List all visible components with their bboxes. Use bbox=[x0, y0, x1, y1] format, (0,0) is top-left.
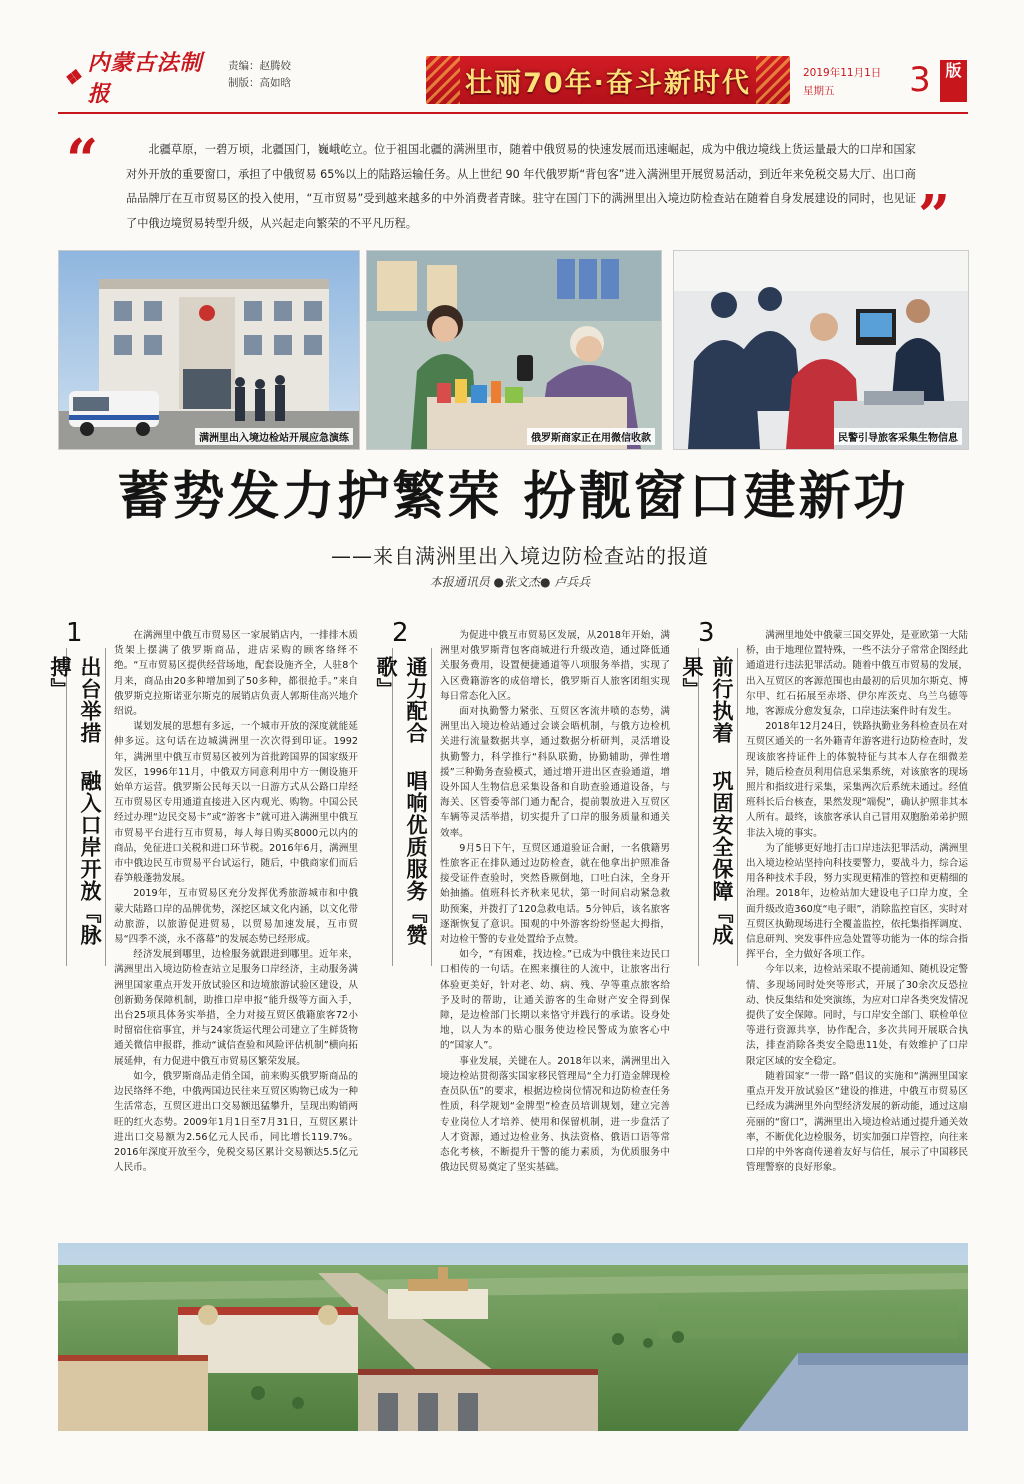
intro-paragraph: 北疆草原，一碧万顷，北疆国门，巍峨屹立。位于祖国北疆的满洲里市，随着中俄贸易的快速发展而迅速崛起，成为中俄边境线上货运量最大的口岸和国家对外开放的重要窗口，承担了中俄贸易 65%以上的陆路运输任务。从上世纪 90 年代俄罗斯“背包客”进入满洲里开展贸易活动，到近年来免税交易大厅、出口商品品牌厅在互市贸易区的投入使用，“互市贸易”受到越来越多的中外消费者青睐。驻守在国门下的满洲里出入境边防检查站在随着自身发展建设的同时，也见证了中俄边境贸易转型升级，从兴起走向繁荣的不平凡历程。 bbox=[126, 143, 916, 230]
paragraph: 今年以来，边检站采取不提前通知、随机设定警情、多现场同时处突等形式，开展了30余次反恐拉动、快反集结和处突演练，为应对口岸各类突发情况提供了安全保障。同时，与口岸安全部门、联检单位等进行资源共享，协作配合，多次共同开展联合执法，排查消除各类安全隐患11处，有效维护了口岸限定区域的安全稳定。 bbox=[746, 964, 968, 1067]
byline: 本报通讯员 ●张文杰● 卢兵兵 bbox=[429, 575, 591, 589]
paragraph: 为促进中俄互市贸易区发展，从2018年开始，满洲里对俄罗斯背包客商城进行升级改造，通过降低通关服务费用，设置便捷通道等八项服务举措，实现了入区费籍游客的成倍增长，俄罗斯百人旅客团组实现每日常态化入区。 bbox=[440, 630, 670, 702]
section-number-1: 1 bbox=[66, 618, 83, 648]
paragraph: 9月5日下午，互贸区通道验证合耐，一名俄籍男性旅客正在排队通过边防检查，就在他拿出护照准备接受证件查验时，突然昏厥倒地，口吐白沫，全身开始抽搐。值班科长齐秋来见状，第一时间启动紧急救助预案，并拨打了120急救电话。5分钟后，该名旅客逐渐恢复了意识。围观的中外游客纷纷竖起大拇指，对边检干警的专业处置给予点赞。 bbox=[440, 842, 670, 946]
open-quote-icon: “ bbox=[66, 127, 99, 193]
section-number-2: 2 bbox=[392, 618, 409, 648]
photo-caption: 民警引导旅客采集生物信息 bbox=[834, 428, 962, 445]
production-line: 制版：高如晗 bbox=[228, 77, 291, 89]
date-text: 2019年11月1日 bbox=[803, 67, 882, 79]
banner-decoration-left bbox=[426, 56, 460, 104]
paragraph: 2018年12月24日，铁路执勤业务科检查员在对互贸区通关的一名外籍青年游客进行边防检查时，发现该旅客持证件上的体貌特征与其本人存在细微差异，随后检查员利用信息采集系统，对该旅客的现场照片和指纹进行采集，采集两次后系统未通过。经值班科长后台核查，果然发现“端倪”，确认护照非其本人所有。最终，该旅客承认自己冒用双胞胎弟弟护照非法入境的事实。 bbox=[746, 721, 968, 839]
paragraph: 随着国家“一带一路”倡议的实施和“满洲里国家重点开发开放试验区”建设的推进，中俄互市贸易区已经成为满洲里外向型经济发展的新动能，通过这扇亮丽的“窗口”，满洲里出入境边检站通过提升通关效率，不断优化边检服务，切实加强口岸管控，向往来口岸的中外客商传递着友好与信任，展示了中国移民管理警察的良好形象。 bbox=[746, 1070, 968, 1174]
photo-biometric-collection bbox=[673, 250, 969, 450]
section-body-2 bbox=[440, 628, 670, 1175]
weekday-text: 星期五 bbox=[803, 85, 835, 97]
page-number: 3 bbox=[909, 60, 931, 100]
paragraph: 事业发展，关键在人。2018年以来，满洲里出入境边检站贯彻落实国家移民管理局“全力打造金牌现检查员队伍”的要求，根据边检岗位情况和边防检查任务性质，科学规划“金牌型”检查员培训规划，建立完善专业岗位人才培养、使用和保留机制，进一步盘活了人才资源，通过边检业务、执法资格、俄语口语等常态化考核，不断提升干警的能力素质，为优质服务中俄边民贸易奠定了坚实基础。 bbox=[440, 1055, 670, 1174]
paragraph: 2019年，互市贸易区充分发挥优秀旅游城市和中俄蒙大陆路口岸的品牌优势，深挖区域文化内涵，以文化带动旅游，以旅游促进贸易，以贸易加速发展，互市贸易“四季不淡，永不落幕”的发展态势已经形成。 bbox=[114, 888, 358, 946]
paragraph: 为了能够更好地打击口岸违法犯罪活动，满洲里出入境边检站坚持向科技要警力，要战斗力，综合运用各种技术手段，努力实现更精准的管控和更精细的治理。2018年，边检站加大建设电子口岸力度，全面升级改造360度“电子眼”，消除监控盲区，实时对互贸区执勤现场进行全覆盖监控，依托集指挥调度、信息研判、突发事件应急处置等功能为一体的综合指挥平台，全力做好各项工作。 bbox=[746, 842, 968, 961]
banner-decoration-right bbox=[756, 56, 790, 104]
masthead-logo bbox=[62, 50, 222, 107]
paragraph: 面对执勤警力紧张、互贸区客流井喷的态势，满洲里出入境边检站通过会谈会晤机制，与俄方边检机关进行流量数据共享，通过数据分析研判，灵活增设执勤警力，科学推行“科队联勤，协勤辅助，弹性增援”三种勤务查验模式，通过增开进出区查验通道，增设外国人生物信息采集设备和自助查验通道设备，与海关、区管委等部门通力配合，提前製放进入互贸区车辆等灵活举措，切实提升了口岸的服务质量和通关效率。 bbox=[440, 706, 670, 839]
section-title-1: 出台举措 融入口岸开放『脉搏』 bbox=[66, 648, 106, 966]
section-body-1 bbox=[114, 628, 358, 1175]
header-divider bbox=[58, 112, 968, 114]
paragraph: 经济发展到哪里，边检服务就跟进到哪里。近年来，满洲里出入境边防检查站立足服务口岸经济，主动服务满洲里国家重点开发开放试验区和边境旅游试验区建设，从创新勤务保障机制，助推口岸申报“能升级等方面入手，出台25项具体务实举措，全力对接互贸区俄籍旅客72小时留宿住宿事宜，并与24家货运代理公司建立了生鲜货物通关微信申报群，推动“诚信查验和风险评估机制”横向拓展延伸，有力促进中俄互市贸易区繁荣发展。 bbox=[114, 949, 358, 1067]
logo-text: 内蒙古法制报 bbox=[87, 50, 203, 107]
section-title-3: 前行执着 巩固安全保障『成果』 bbox=[698, 648, 738, 966]
logo-emblem-icon: ❖ bbox=[63, 65, 83, 89]
banner-text: 壮丽70年·奋斗新时代 bbox=[465, 67, 751, 99]
theme-banner bbox=[426, 56, 790, 104]
photo-caption: 俄罗斯商家正在用微信收款 bbox=[527, 428, 655, 445]
photo-emergency-drill bbox=[58, 250, 360, 450]
photo-caption: 满洲里出入境边检站开展应急演练 bbox=[195, 428, 353, 445]
paragraph: 如今，“有困难，找边检。”已成为中俄往来边民口口相传的一句话。在熙来攘往的人流中，让旅客出行体验更美好，针对老、幼、病、残、孕等重点旅客给予及时的帮助，让通关游客的生命财产安全得到保障，是边检部门长期以来恪守并践行的承诺。设身处地，以人为本的贴心服务使边检民警成为旅客心中的“国家人”。 bbox=[440, 949, 670, 1052]
section-body-3 bbox=[746, 628, 968, 1175]
section-number-3: 3 bbox=[698, 618, 715, 648]
paragraph: 满洲里地处中俄蒙三国交界处，是亚欧第一大陆桥，由于地理位置特殊，一些不法分子常常企图经此通道进行违法犯罪活动。随着中俄互市贸易的发展，出入互贸区的客源范围也由最初的后贝加尔斯克、博尔甲、红石拓展至赤塔、伊尔库茨克、乌兰乌德等地，客源成分愈发复杂，口岸违法案件时有发生。 bbox=[746, 630, 968, 718]
subheadline: ——来自满洲里出入境边防检查站的报道 bbox=[331, 544, 709, 568]
paragraph: 如今，俄罗斯商品走俏全国，前来购买俄罗斯商品的边民络绎不绝，中俄两国边民往来互贸区购物已成为一种生活常态，互贸区进出口交易额迅猛攀升，呈现出购销两旺的红火态势。2009年1月1日至7月31日，互贸区累计进出口交易额为2.56亿元人民币，同比增长119.7%。2016年深度开放至今，免税交易区累计交易额达5.5亿元人民币。 bbox=[114, 1070, 358, 1174]
issue-date bbox=[803, 64, 881, 100]
section-title-2: 通力配合 唱响优质服务『赞歌』 bbox=[392, 648, 432, 966]
paragraph: 谋划发展的思想有多远，一个城市开放的深度就能延伸多远。这句话在边城满洲里一次次得到印证。1992年，满洲里中俄互市贸易区被列为首批跨国界的国家级开发区，1996年11月，中俄双方同意利用中方一侧设施开始单方运营。俄罗斯公民每天以一日游方式从公路口岸经互市贸易区专用通道直接进入区内观光、购物。中国公民经过办理“边民交易卡”或“游客卡”就可进入满洲里中俄互市贸易平台进行互市贸易，每人每日购买8000元以内的商品，免征进口关税和进口环节税。2016年6月，满洲里市中俄边民互市贸易平台试运行，随后，中俄商家们而后春笋般蓬勃发展。 bbox=[114, 721, 358, 885]
headline: 蓄势发力护繁荣 扮靓窗口建新功 bbox=[117, 466, 909, 527]
close-quote-icon: ” bbox=[918, 183, 951, 249]
page-label: 版 bbox=[940, 60, 967, 102]
editor-line: 责编：赵腾姣 bbox=[228, 60, 291, 72]
editor-credits bbox=[228, 58, 291, 92]
paragraph: 在满洲里中俄互市贸易区一家展销店内，一排排木质货架上摆满了俄罗斯商品，进店采购的顾客络绎不绝。“互市贸易区提供经营场地，配套设施齐全，人驻8个月来，商品由20多种增加到了50多种，都很抢手。”来自俄罗斯克拉斯诺亚尔斯克的展销店负责人郭斯佳高兴地介绍说。 bbox=[114, 630, 358, 718]
photo-wechat-payment bbox=[366, 250, 662, 450]
photo-border-trade-zone-panorama bbox=[58, 1243, 968, 1431]
